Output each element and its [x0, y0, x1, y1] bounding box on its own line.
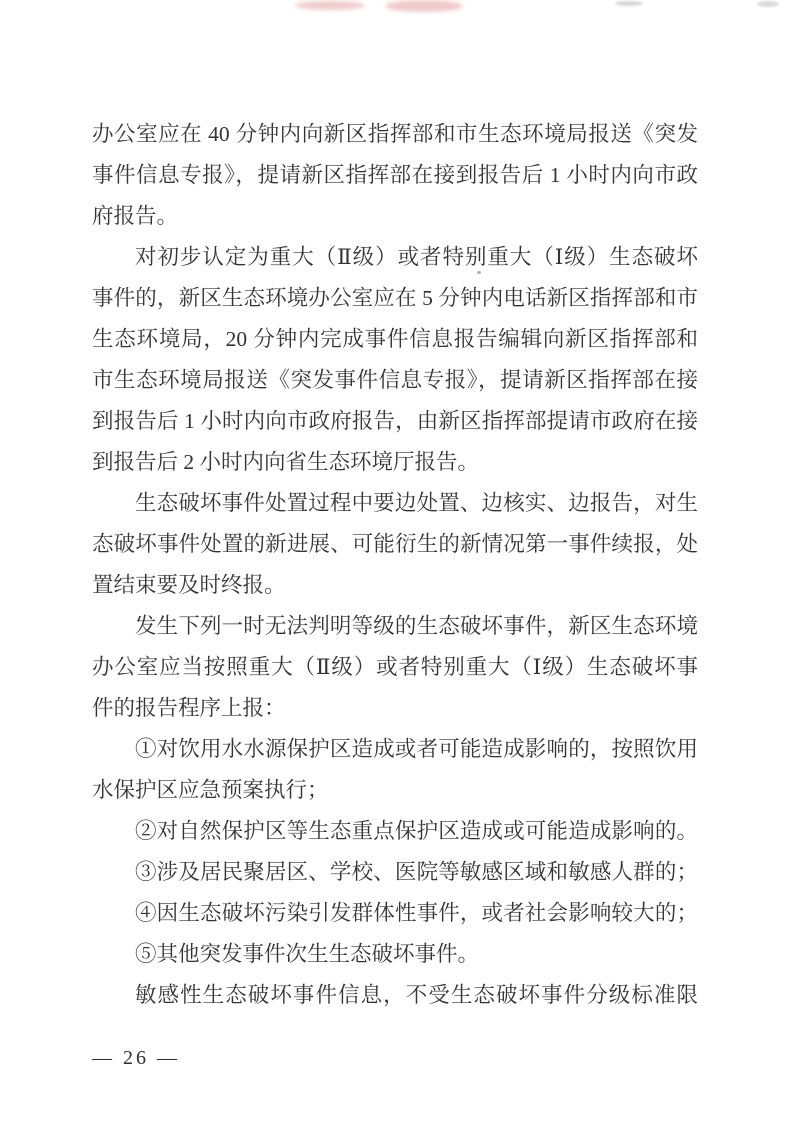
- scan-smudge-gray: [615, 1, 643, 6]
- text-line: 事件信息专报》，提请新区指挥部在接到报告后 1 小时内向市政: [92, 163, 698, 187]
- text-line: 置结束要及时终报。: [92, 573, 286, 597]
- text-line: ②对自然保护区等生态重点保护区造成或可能造成影响的。: [135, 819, 698, 843]
- text-line: ③涉及居民聚居区、学校、医院等敏感区域和敏感人群的；: [135, 860, 698, 884]
- paragraph: [92, 934, 698, 975]
- text-line: 办公室应在 40 分钟内向新区指挥部和市生态环境局报送《突发: [92, 122, 698, 146]
- page-number: — 26 —: [92, 1047, 180, 1069]
- text-line: 对初步认定为重大（Ⅱ级）或者特别重大（Ⅰ级）生态破坏: [135, 245, 698, 269]
- paragraph: [92, 606, 698, 729]
- text-line: ④因生态破坏污染引发群体性事件，或者社会影响较大的；: [135, 901, 698, 925]
- scan-smudge-red: [295, 1, 365, 10]
- paragraph: [92, 114, 698, 237]
- text-line: 到报告后 1 小时内向市政府报告，由新区指挥部提请市政府在接: [92, 409, 698, 433]
- text-line: 件的报告程序上报：: [92, 696, 286, 720]
- text-line: 发生下列一时无法判明等级的生态破坏事件，新区生态环境: [135, 614, 698, 638]
- text-line: 态破坏事件处置的新进展、可能衍生的新情况第一事件续报，处: [92, 532, 698, 556]
- text-line: ⑤其他突发事件次生生态破坏事件。: [135, 942, 480, 966]
- scan-smudge-red: [385, 0, 463, 12]
- text-line: 水保护区应急预案执行；: [92, 778, 329, 802]
- paragraph: [92, 237, 698, 483]
- text-line: 市生态环境局报送《突发事件信息专报》，提请新区指挥部在接: [92, 368, 698, 392]
- text-line: ①对饮用水水源保护区造成或者可能造成影响的，按照饮用: [135, 737, 698, 761]
- text-line: 生态环境局，20 分钟内完成事件信息报告编辑向新区指挥部和: [92, 327, 698, 351]
- document-body: [92, 114, 698, 1016]
- text-line: 生态破坏事件处置过程中要边处置、边核实、边报告，对生: [135, 491, 698, 515]
- text-line: 办公室应当按照重大（Ⅱ级）或者特别重大（Ⅰ级）生态破坏事: [92, 655, 698, 679]
- paragraph: [92, 975, 698, 1016]
- text-line: 府报告。: [92, 204, 179, 228]
- text-line: 敏感性生态破坏事件信息，不受生态破坏事件分级标准限: [135, 983, 698, 1007]
- paragraph: [92, 483, 698, 606]
- text-line: 事件的，新区生态环境办公室应在 5 分钟内电话新区指挥部和市: [92, 286, 698, 310]
- paragraph: [92, 811, 698, 852]
- text-line: 到报告后 2 小时内向省生态环境厅报告。: [92, 450, 480, 474]
- paragraph: [92, 893, 698, 934]
- scan-smudge-gray: [757, 1, 779, 7]
- paragraph: [92, 729, 698, 811]
- paragraph: [92, 852, 698, 893]
